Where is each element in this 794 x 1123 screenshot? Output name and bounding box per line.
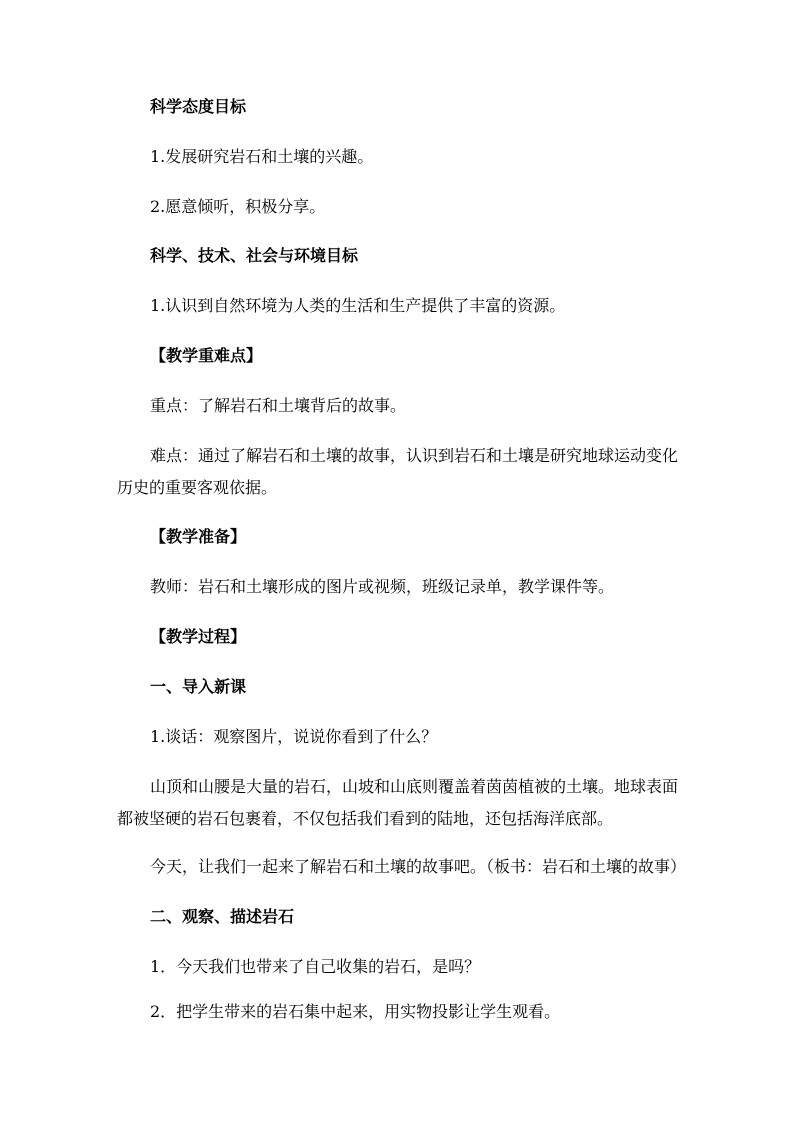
paragraph-teacher-preparation: 教师：岩石和土壤形成的图片或视频，班级记录单，教学课件等。 [150,577,615,596]
paragraph-stse-1: 1.认识到自然环境为人类的生活和生产提供了丰富的资源。 [150,296,566,315]
paragraph-key-point: 重点：了解岩石和土壤背后的故事。 [150,396,407,415]
paragraph-conversation: 1.谈话：观察图片，说说你看到了什么？ [150,727,438,746]
heading-teaching-process: 【教学过程】 [150,627,247,646]
paragraph-projection: 2．把学生带来的岩石集中起来，用实物投影让学生观看。 [150,1002,561,1021]
paragraph-attitude-1: 1.发展研究岩石和土壤的兴趣。 [150,147,374,166]
heading-science-attitude-goal: 科学态度目标 [150,97,247,116]
paragraph-attitude-2: 2.愿意倾听，积极分享。 [150,197,326,216]
heading-key-difficult-points: 【教学重难点】 [150,346,263,365]
heading-section-one: 一、导入新课 [150,677,247,696]
heading-stse-goal: 科学、技术、社会与环境目标 [150,246,359,265]
paragraph-collected-rocks: 1．今天我们也带来了自己收集的岩石，是吗？ [150,957,481,976]
paragraph-today-lesson: 今天，让我们一起来了解岩石和土壤的故事吧。（板书：岩石和土壤的故事） [150,857,687,876]
heading-teaching-preparation: 【教学准备】 [150,527,247,546]
heading-section-two: 二、观察、描述岩石 [150,907,295,926]
paragraph-difficult-point: 难点：通过了解岩石和土壤的故事，认识到岩石和土壤是研究地球运动变化历史的重要客观依据。 [117,446,679,497]
paragraph-mountain-description: 山顶和山腰是大量的岩石，山坡和山底则覆盖着茵茵植被的土壤。地球表面都被坚硬的岩石包裹着，不仅包括我们看到的陆地，还包括海洋底部。 [117,777,679,828]
